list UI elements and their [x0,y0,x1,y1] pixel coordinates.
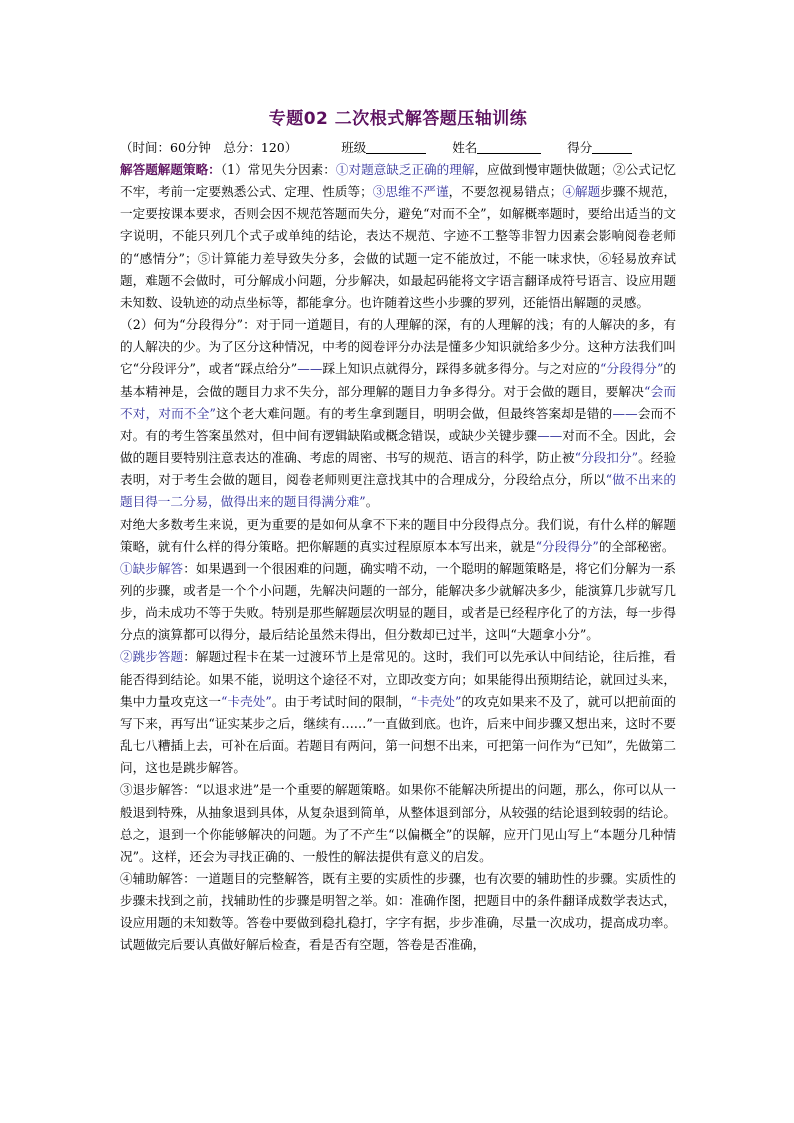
document-content [120,104,676,957]
text-span: 步骤不规范，一定要按课本要求，否则会因不规范答题而失分，避免“对而不全”，如解概率题时，要给出适当的文字说明，不能只列几个式子或单纯的结论，表达不规范、字迹不工整等非智力因素会影响阅卷老师的“感情分”；⑤计算能力差导致失分多，会做的试题一定不能放过，不能一味求快，⑥轻易放弃试题，难题不会做时，可分解成小问题，分步解决，如最起码能将文字语言翻译成符号语言、设应用题未知数、设轨迹的动点坐标等，都能拿分。也许随着这些小步骤的罗列，还能悟出解题的灵感。 [120,184,677,310]
paragraph-strategy-3 [120,514,676,558]
text-span: 的基本精神是，会做的题目力求不失分，部分理解的题目力争多得分。对于会做的题目，要解决 [120,361,677,399]
text-span: ，应做到慢审题快做题；②公式记忆不牢，考前一定要熟悉公式、定理、性质等； [120,162,677,200]
exam-meta-line [120,137,676,159]
text-span: ，不要忽视易错点； [448,184,563,200]
highlight-text: “做不出来的题目得一二分易，做得出来的题目得满分难” [120,472,676,510]
paragraph-auxiliary [120,868,676,957]
page-title: 专题02 二次根式解答题压轴训练 [268,109,528,129]
text-span: ④辅助解答：一道题目的完整解答，既有主要的实质性的步骤，也有次要的辅助性的步骤。实质性的步骤未找到之前，找辅助性的步骤是明智之举。如：准确作图，把题目中的条件翻译成数学表达式，设应用题的未知数等。答卷中要做到稳扎稳打，字字有据，步步准确，尽量一次成功，提高成功率。试题做完后要认真做好解后检查，看是否有空题，答卷是否准确， [120,871,676,953]
highlight-text: ④解题 [562,184,601,200]
text-span: 。经验表明，对于考生会做的题目，阅卷老师则更注意找其中的合理成分，分段给点分，所以 [120,450,676,488]
score-label: 得分 [567,140,593,155]
text-span: 对绝大多数考生来说，更为重要的是如何从拿不下来的题目中分段得点分。我们说，有什么样的解题策略，就有什么样的得分策略。把你解题的真实过程原原本本写出来，就是 [120,516,676,554]
text-span: 这个老大难问题。有的考生拿到题目，明明会做，但最终答案却是错的 [215,405,613,421]
text-span: ：如果遇到一个很困难的问题，确实啃不动，一个聪明的解题策略是，将它们分解为一系列的步骤，或者是一个个小问题，先解决问题的一部分，能解决多少就解决多少，能演算几步就写几步，尚未成功不等于失败。特别是那些解题层次明显的题目，或者是已经程序化了的方法，每一步得分点的演算都可以得分，最后结论虽然未得出，但分数却已过半，这叫“大题拿小分”。 [120,560,677,643]
text-span: ③退步解答：“以退求进”是一个重要的解题策略。如果你不能解决所提出的问题，那么，你可以从一般退到特殊，从抽象退到具体，从复杂退到简单，从整体退到部分，从较强的结论退到较弱的结论。总之，退到一个你能够解决的问题。为了不产生“以偏概全”的误解，应开门见山写上“本题分几种情况”。这样，还会为寻找正确的、一般性的解法提供有意义的启发。 [120,782,676,864]
text-span: （2）何为“分段得分”：对于同一道题目，有的人理解的深，有的人理解的浅；有的人解决的多，有的人解决的少。为了区分这种情况，中考的阅卷评分办法是懂多少知识就给多少分。这种方法我们叫它“分段评分”，或者“踩点给分” [120,317,676,377]
paragraph-missing-step [120,558,676,647]
name-label: 姓名 [452,140,478,155]
text-span: 的攻克如果来不及了，就可以把前面的写下来，再写出“证实某步之后，继续有……”一直做到底。也许，后来中间步骤又想出来，这时不要乱七八糟插上去，可补在后面。若题目有两问，第一问想不出来，可把第一问作为“已知”，先做第二问，这也是跳步解答。 [120,693,677,776]
text-span: 踩上知识点就得分，踩得多就多得分。与之对应的 [322,361,601,377]
highlight-text: “卡壳处” [220,693,272,709]
paragraph-step-back [120,779,676,868]
highlight-text: ①对题意缺乏正确的理解 [335,162,475,177]
class-label: 班级 [341,140,367,155]
name-blank[interactable] [477,139,541,154]
dash: —— [612,405,638,421]
highlight-text: “分段得分” [600,361,664,377]
text-span: （1）常见失分因素： [220,162,336,177]
highlight-text: “分段得分” [535,538,599,554]
text-span: 。由于考试时间的限制， [271,693,411,709]
paragraph-strategy-1 [120,159,676,314]
text-span: 的全部秘密。 [598,538,675,554]
section-heading: 解答题解题策略： [120,162,221,177]
highlight-text: ③思维不严谨 [372,184,449,200]
text-span: 对而不全。因此，会做的题目要特别注意表达的准确、考虑的周密、书写的规范、语言的科学，防止被 [120,427,677,466]
highlight-text: “会而不对，对而不全” [120,383,676,421]
text-span: 。 [365,494,379,510]
highlight-text: “卡壳处” [410,693,462,709]
text-span: 会而不对。有的考生答案虽然对，但中间有逻辑缺陷或概念错误，或缺少关键步骤 [120,405,676,443]
paragraph-skip-step [120,646,676,779]
dash: —— [297,361,323,377]
class-blank[interactable] [366,139,426,154]
score-blank[interactable] [592,139,632,154]
text-span: ：解题过程卡在某一过渡环节上是常见的。这时，我们可以先承认中间结论，往后推，看能否得到结论。如果不能，说明这个途径不对，立即改变方向；如果能得出预期结论，就回过头来，集中力量攻克这一 [120,649,677,709]
subsection-heading: ①缺步解答 [120,560,184,576]
exam-time-total: （时间：60分钟 总分：120） [120,140,298,155]
dash: —— [537,427,563,443]
document-body [120,159,676,957]
subsection-heading: ②跳步答题 [120,649,184,665]
highlight-text: “分段扣分” [574,450,639,466]
paragraph-strategy-2 [120,314,676,513]
